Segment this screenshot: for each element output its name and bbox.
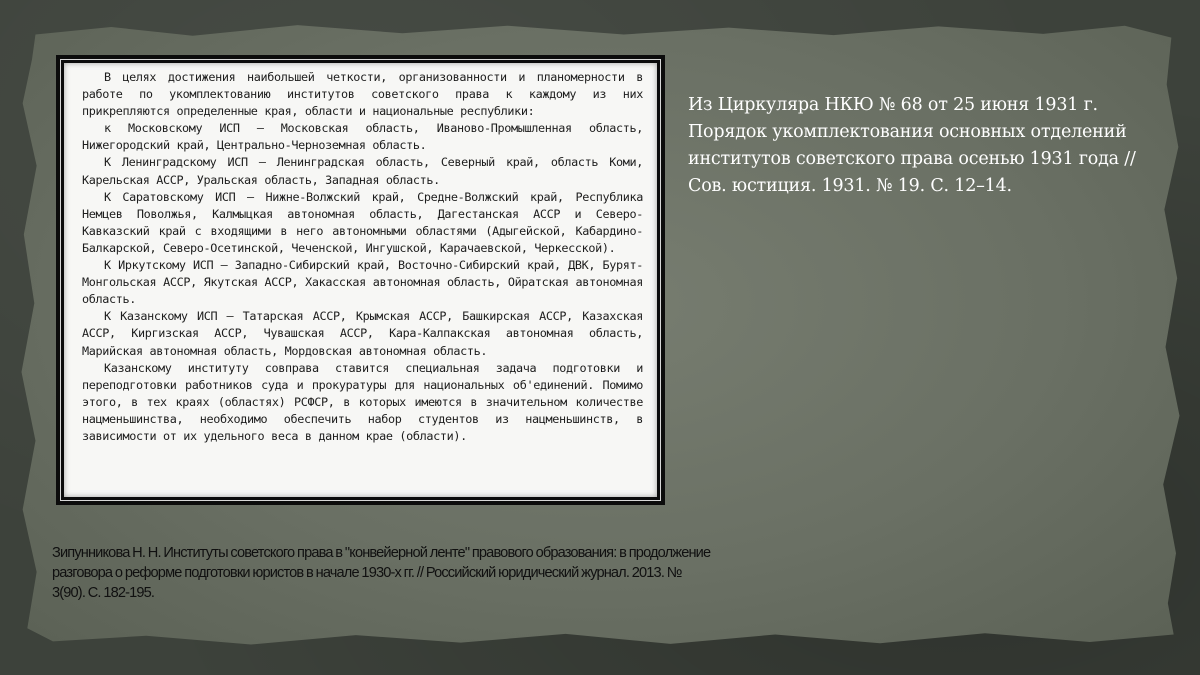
document-paragraph: Казанскому институту совправа ставится специальная задача подготовки и переподготовки работников суда и прокуратуры для национальных об'единений. Помимо этого, в тех краях (областях) РСФСР, в которых имеются в значительном количестве нацменьшинства, необходимо обеспечить набор студентов из нацменьшинств, в зависимости от их удельного веса в данном крае (области). xyxy=(82,360,643,443)
document-paragraph: К Казанскому ИСП – Татарская АССР, Крымская АССР, Башкирская АССР, Казахская АССР, Киргизская АССР, Чувашская АССР, Кара-Калпакская автономная область, Марийская автономная область, Мордовская автономная область. xyxy=(82,309,643,358)
document-paragraph: К Саратовскому ИСП – Нижне-Волжский край, Средне-Волжский край, Республика Немцев Поволжья, Калмыцкая автономная область, Дагестанская АССР и Северо-Кавказский край с входящими в него автономными областями (Адыгейской, Кабардино-Балкарской, Северо-Осетинской, Чеченской, Ингушской, Карачаевской, Черкесской). xyxy=(82,189,643,255)
document-scan-page xyxy=(64,63,657,497)
document-scan-frame xyxy=(56,55,665,505)
document-paragraph: к Московскому ИСП – Московская область, Иваново-Промышленная область, Нижегородский край, Центрально-Черноземная область. xyxy=(82,121,643,153)
source-caption: Из Циркуляра НКЮ № 68 от 25 июня 1931 г. Порядок укомплектования основных отделений институтов советского права осенью 1931 года // Сов. юстиция. 1931. № 19. С. 12–14. xyxy=(688,95,1136,196)
document-paragraph: К Иркутскому ИСП – Западно-Сибирский край, Восточно-Сибирский край, ДВК, Бурят-Монгольская АССР, Якутская АССР, Хакасская автономная область, Ойратская автономная область. xyxy=(82,258,643,307)
document-paragraph: В целях достижения наибольшей четкости, организованности и планомерности в работе по укомплектованию институтов советского права к каждому из них прикрепляются определенные края, области и национальные республики: xyxy=(82,70,643,119)
citation-reference: Зипунникова Н. Н. Институты советского права в "конвейерной ленте" правового образования: в продолжение разговора о реформе подготовки юристов в начале 1930-х гг. // Российский юридический журнал. 2013. № 3(90). С. 182-195. xyxy=(52,545,711,601)
document-paragraph: К Ленинградскому ИСП – Ленинградская область, Северный край, область Коми, Карельская АССР, Уральская область, Западная область. xyxy=(82,155,643,187)
